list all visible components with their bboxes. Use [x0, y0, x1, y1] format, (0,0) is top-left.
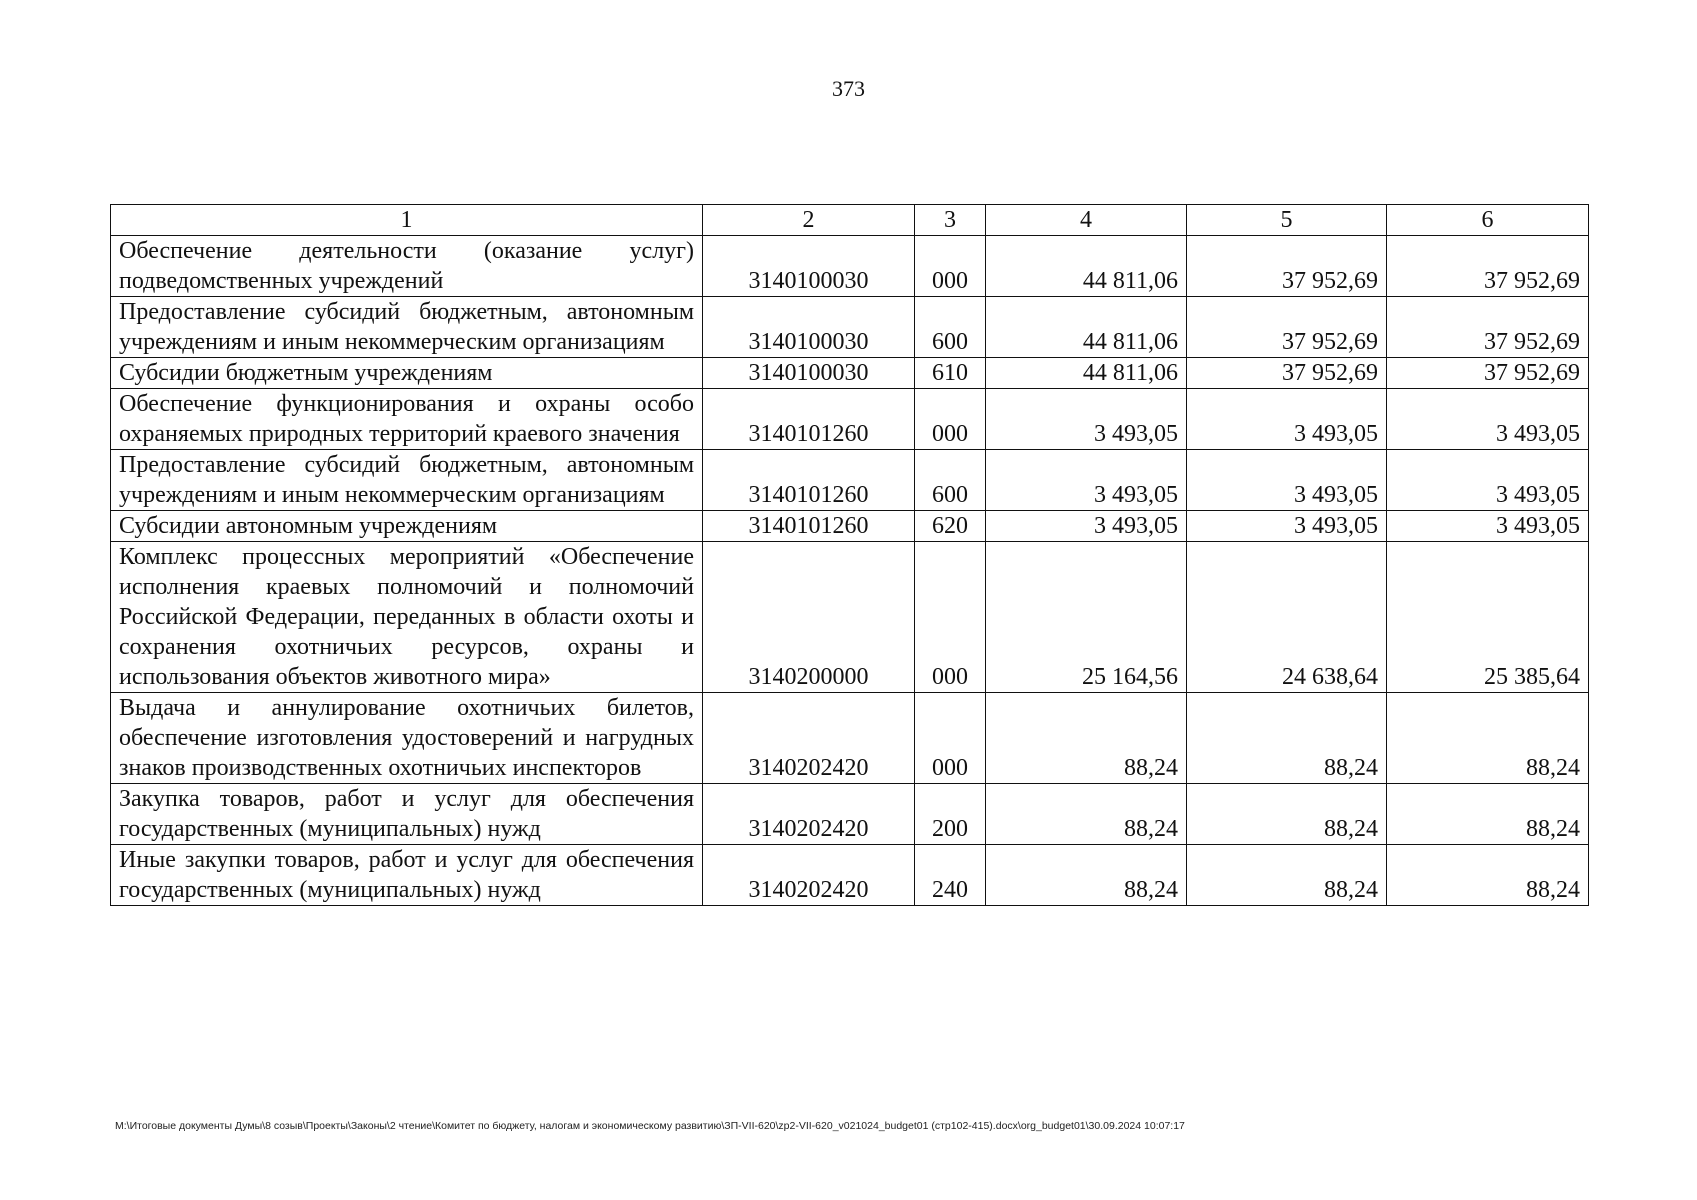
row-code: 3140100030	[703, 358, 915, 389]
row-code: 3140101260	[703, 389, 915, 450]
row-code: 3140202420	[703, 845, 915, 906]
row-value-6: 88,24	[1387, 784, 1589, 845]
table-row	[111, 693, 1589, 784]
column-header-4: 4	[986, 205, 1187, 236]
row-code: 3140101260	[703, 450, 915, 511]
row-kind: 240	[915, 845, 986, 906]
row-kind: 600	[915, 297, 986, 358]
table-row	[111, 297, 1589, 358]
row-value-6: 37 952,69	[1387, 236, 1589, 297]
row-kind: 000	[915, 542, 986, 693]
row-name: Субсидии автономным учреждениям	[111, 511, 703, 542]
row-value-5: 3 493,05	[1187, 389, 1387, 450]
row-value-6: 25 385,64	[1387, 542, 1589, 693]
row-value-4: 44 811,06	[986, 236, 1187, 297]
column-header-6: 6	[1387, 205, 1589, 236]
row-value-6: 88,24	[1387, 845, 1589, 906]
column-header-1: 1	[111, 205, 703, 236]
row-kind: 000	[915, 236, 986, 297]
row-name: Предоставление субсидий бюджетным, автономным учреждениям и иным некоммерческим организациям	[111, 450, 703, 511]
row-value-5: 24 638,64	[1187, 542, 1387, 693]
table-row	[111, 784, 1589, 845]
table-row	[111, 511, 1589, 542]
row-value-4: 44 811,06	[986, 358, 1187, 389]
document-file-path: M:\Итоговые документы Думы\8 созыв\Проекты\Законы\2 чтение\Комитет по бюджету, налогам и экономическому развитию\ЗП-VII-620\zp2-VII-620_v021024_budget01 (стр102-415).docx\org_budget01\30.09.2024 10:07:17	[115, 1120, 1185, 1132]
row-name: Обеспечение деятельности (оказание услуг) подведомственных учреждений	[111, 236, 703, 297]
row-kind: 620	[915, 511, 986, 542]
row-name: Выдача и аннулирование охотничьих билетов, обеспечение изготовления удостоверений и нагрудных знаков производственных охотничьих инспекторов	[111, 693, 703, 784]
row-value-5: 37 952,69	[1187, 358, 1387, 389]
row-code: 3140100030	[703, 236, 915, 297]
column-header-5: 5	[1187, 205, 1387, 236]
table-row	[111, 542, 1589, 693]
table-row	[111, 236, 1589, 297]
row-value-5: 88,24	[1187, 693, 1387, 784]
row-name: Предоставление субсидий бюджетным, автономным учреждениям и иным некоммерческим организациям	[111, 297, 703, 358]
row-value-6: 37 952,69	[1387, 358, 1589, 389]
row-name: Иные закупки товаров, работ и услуг для обеспечения государственных (муниципальных) нужд	[111, 845, 703, 906]
row-code: 3140202420	[703, 693, 915, 784]
table-header	[111, 205, 1589, 236]
row-value-6: 37 952,69	[1387, 297, 1589, 358]
row-value-5: 88,24	[1187, 784, 1387, 845]
page-number: 373	[832, 76, 865, 101]
row-value-5: 88,24	[1187, 845, 1387, 906]
row-name: Субсидии бюджетным учреждениям	[111, 358, 703, 389]
row-kind: 000	[915, 693, 986, 784]
row-kind: 610	[915, 358, 986, 389]
row-value-6: 3 493,05	[1387, 389, 1589, 450]
row-name: Закупка товаров, работ и услуг для обеспечения государственных (муниципальных) нужд	[111, 784, 703, 845]
row-code: 3140101260	[703, 511, 915, 542]
row-name: Обеспечение функционирования и охраны особо охраняемых природных территорий краевого значения	[111, 389, 703, 450]
row-value-4: 88,24	[986, 845, 1187, 906]
row-kind: 000	[915, 389, 986, 450]
table-row	[111, 389, 1589, 450]
row-value-6: 88,24	[1387, 693, 1589, 784]
row-kind: 200	[915, 784, 986, 845]
row-code: 3140100030	[703, 297, 915, 358]
row-name: Комплекс процессных мероприятий «Обеспечение исполнения краевых полномочий и полномочий Российской Федерации, переданных в области охоты и сохранения охотничьих ресурсов, охраны и использования объектов животного мира»	[111, 542, 703, 693]
table-body	[111, 236, 1589, 906]
row-value-4: 88,24	[986, 784, 1187, 845]
row-value-4: 25 164,56	[986, 542, 1187, 693]
budget-table	[110, 204, 1589, 906]
row-value-5: 37 952,69	[1187, 236, 1387, 297]
row-code: 3140200000	[703, 542, 915, 693]
row-value-5: 3 493,05	[1187, 511, 1387, 542]
table-row	[111, 358, 1589, 389]
column-header-3: 3	[915, 205, 986, 236]
row-code: 3140202420	[703, 784, 915, 845]
row-value-4: 3 493,05	[986, 450, 1187, 511]
row-value-5: 3 493,05	[1187, 450, 1387, 511]
row-value-5: 37 952,69	[1187, 297, 1387, 358]
row-value-4: 3 493,05	[986, 511, 1187, 542]
row-value-4: 88,24	[986, 693, 1187, 784]
row-kind: 600	[915, 450, 986, 511]
column-header-2: 2	[703, 205, 915, 236]
table-row	[111, 450, 1589, 511]
row-value-6: 3 493,05	[1387, 450, 1589, 511]
row-value-4: 44 811,06	[986, 297, 1187, 358]
table-row	[111, 845, 1589, 906]
row-value-6: 3 493,05	[1387, 511, 1589, 542]
header-row	[111, 205, 1589, 236]
row-value-4: 3 493,05	[986, 389, 1187, 450]
